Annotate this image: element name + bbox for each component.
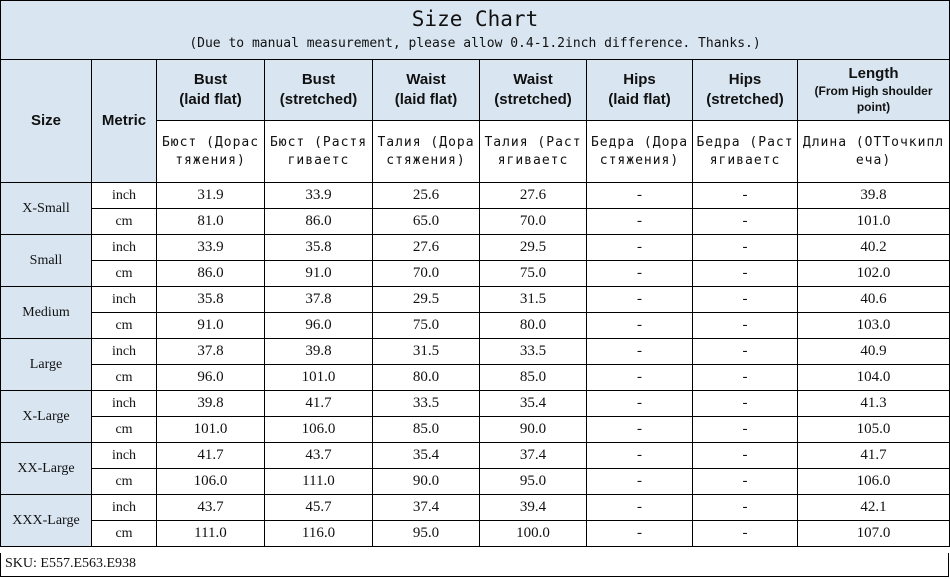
- measurement-cell: 37.8: [265, 287, 373, 313]
- header-bust-stretched: Bust (stretched): [265, 60, 373, 121]
- measurement-cell: 106.0: [798, 469, 950, 495]
- metric-unit: inch: [92, 183, 157, 209]
- measurement-cell: 102.0: [798, 261, 950, 287]
- table-row: [1, 313, 950, 339]
- measurement-cell: 101.0: [798, 209, 950, 235]
- measurement-cell: 96.0: [157, 365, 265, 391]
- measurement-cell: 90.0: [373, 469, 480, 495]
- measurement-cell: 31.5: [480, 287, 587, 313]
- measurement-cell: 29.5: [373, 287, 480, 313]
- measurement-cell: 106.0: [265, 417, 373, 443]
- chart-subtitle: (Due to manual measurement, please allow 0.4-1.2inch difference. Thanks.): [189, 36, 761, 51]
- measurement-cell: -: [587, 183, 693, 209]
- header-size: Size: [1, 60, 92, 183]
- table-row: [1, 209, 950, 235]
- ru-hips-flat: Бедра (Дорастяжения): [587, 121, 693, 183]
- size-label: X-Large: [1, 391, 92, 443]
- table-row: [1, 261, 950, 287]
- measurement-cell: 27.6: [373, 235, 480, 261]
- measurement-cell: 40.9: [798, 339, 950, 365]
- measurement-cell: 41.3: [798, 391, 950, 417]
- header-hips-flat: Hips (laid flat): [587, 60, 693, 121]
- measurement-cell: 35.4: [480, 391, 587, 417]
- metric-unit: cm: [92, 365, 157, 391]
- measurement-cell: 33.5: [373, 391, 480, 417]
- measurement-cell: -: [587, 417, 693, 443]
- measurement-cell: 86.0: [157, 261, 265, 287]
- metric-unit: cm: [92, 417, 157, 443]
- measurement-cell: 85.0: [480, 365, 587, 391]
- measurement-cell: 65.0: [373, 209, 480, 235]
- measurement-cell: 45.7: [265, 495, 373, 521]
- chart-title: Size Chart: [411, 7, 539, 31]
- header-metric: Metric: [92, 60, 157, 183]
- measurement-cell: -: [587, 339, 693, 365]
- measurement-cell: 104.0: [798, 365, 950, 391]
- measurement-cell: -: [587, 521, 693, 547]
- measurement-cell: 91.0: [265, 261, 373, 287]
- metric-unit: inch: [92, 391, 157, 417]
- measurement-cell: -: [587, 261, 693, 287]
- ru-waist-stretched: Талия (Растягиваетс: [480, 121, 587, 183]
- size-label: XXX-Large: [1, 495, 92, 547]
- size-label: Large: [1, 339, 92, 391]
- metric-unit: cm: [92, 469, 157, 495]
- measurement-cell: -: [587, 391, 693, 417]
- measurement-cell: 37.4: [480, 443, 587, 469]
- measurement-cell: 37.8: [157, 339, 265, 365]
- measurement-cell: 101.0: [265, 365, 373, 391]
- ru-bust-flat: Бюст (Дорастяжения): [157, 121, 265, 183]
- measurement-cell: 35.8: [265, 235, 373, 261]
- size-label: X-Small: [1, 183, 92, 235]
- measurement-cell: -: [693, 261, 798, 287]
- table-row: [1, 469, 950, 495]
- measurement-cell: -: [693, 495, 798, 521]
- measurement-cell: -: [693, 391, 798, 417]
- table-row: [1, 521, 950, 547]
- measurement-cell: 80.0: [373, 365, 480, 391]
- measurement-cell: 101.0: [157, 417, 265, 443]
- measurement-cell: 33.5: [480, 339, 587, 365]
- measurement-cell: 95.0: [373, 521, 480, 547]
- measurement-cell: -: [693, 287, 798, 313]
- metric-unit: inch: [92, 287, 157, 313]
- measurement-cell: -: [693, 469, 798, 495]
- measurement-cell: -: [587, 365, 693, 391]
- table-row: [1, 339, 950, 365]
- measurement-cell: 41.7: [157, 443, 265, 469]
- metric-unit: cm: [92, 521, 157, 547]
- measurement-cell: 111.0: [157, 521, 265, 547]
- measurement-cell: 40.2: [798, 235, 950, 261]
- measurement-cell: -: [693, 183, 798, 209]
- measurement-cell: -: [587, 313, 693, 339]
- measurement-cell: 43.7: [265, 443, 373, 469]
- measurement-cell: -: [693, 443, 798, 469]
- header-waist-stretched: Waist (stretched): [480, 60, 587, 121]
- metric-unit: inch: [92, 495, 157, 521]
- ru-waist-flat: Талия (Дорастяжения): [373, 121, 480, 183]
- measurement-cell: 25.6: [373, 183, 480, 209]
- ru-bust-stretched: Бюст (Растягиваетс: [265, 121, 373, 183]
- measurement-cell: -: [587, 495, 693, 521]
- measurement-cell: 111.0: [265, 469, 373, 495]
- measurement-cell: 37.4: [373, 495, 480, 521]
- metric-unit: cm: [92, 313, 157, 339]
- table-row: [1, 365, 950, 391]
- measurement-cell: 39.8: [157, 391, 265, 417]
- metric-unit: inch: [92, 235, 157, 261]
- measurement-cell: 91.0: [157, 313, 265, 339]
- measurement-cell: 100.0: [480, 521, 587, 547]
- measurement-cell: -: [587, 235, 693, 261]
- table-row: [1, 235, 950, 261]
- metric-unit: cm: [92, 261, 157, 287]
- size-label: XX-Large: [1, 443, 92, 495]
- measurement-cell: -: [693, 365, 798, 391]
- measurement-cell: 27.6: [480, 183, 587, 209]
- sku-footer: SKU: E557.E563.E938: [0, 553, 949, 577]
- ru-length: Длина (ОТТочкиплеча): [798, 121, 950, 183]
- measurement-cell: -: [587, 287, 693, 313]
- header-waist-flat: Waist (laid flat): [373, 60, 480, 121]
- header-length: Length (From High shoulder point): [798, 60, 950, 121]
- measurement-cell: -: [587, 469, 693, 495]
- measurement-cell: 85.0: [373, 417, 480, 443]
- metric-unit: inch: [92, 443, 157, 469]
- ru-hips-stretched: Бедра (Растягиваетс: [693, 121, 798, 183]
- measurement-cell: 75.0: [373, 313, 480, 339]
- measurement-cell: -: [693, 417, 798, 443]
- measurement-cell: 31.5: [373, 339, 480, 365]
- table-row: [1, 391, 950, 417]
- table-row: [1, 287, 950, 313]
- measurement-cell: 96.0: [265, 313, 373, 339]
- measurement-cell: -: [693, 235, 798, 261]
- measurement-cell: 42.1: [798, 495, 950, 521]
- measurement-cell: 86.0: [265, 209, 373, 235]
- measurement-cell: 81.0: [157, 209, 265, 235]
- measurement-cell: 39.8: [265, 339, 373, 365]
- measurement-cell: 29.5: [480, 235, 587, 261]
- size-label: Medium: [1, 287, 92, 339]
- measurement-cell: -: [693, 209, 798, 235]
- table-row: [1, 443, 950, 469]
- measurement-cell: -: [693, 313, 798, 339]
- measurement-cell: 39.4: [480, 495, 587, 521]
- header-bust-flat: Bust (laid flat): [157, 60, 265, 121]
- measurement-cell: -: [587, 209, 693, 235]
- measurement-cell: 43.7: [157, 495, 265, 521]
- measurement-cell: 70.0: [480, 209, 587, 235]
- measurement-cell: 107.0: [798, 521, 950, 547]
- measurement-cell: 75.0: [480, 261, 587, 287]
- table-row: [1, 495, 950, 521]
- table-row: [1, 183, 950, 209]
- measurement-cell: 116.0: [265, 521, 373, 547]
- measurement-cell: 106.0: [157, 469, 265, 495]
- metric-unit: cm: [92, 209, 157, 235]
- table-row: [1, 417, 950, 443]
- measurement-cell: 70.0: [373, 261, 480, 287]
- metric-unit: inch: [92, 339, 157, 365]
- title-cell: [1, 1, 950, 60]
- measurement-cell: 35.8: [157, 287, 265, 313]
- measurement-cell: 103.0: [798, 313, 950, 339]
- measurement-cell: 39.8: [798, 183, 950, 209]
- size-label: Small: [1, 235, 92, 287]
- measurement-cell: 41.7: [798, 443, 950, 469]
- measurement-cell: 95.0: [480, 469, 587, 495]
- header-hips-stretched: Hips (stretched): [693, 60, 798, 121]
- measurement-cell: 33.9: [157, 235, 265, 261]
- measurement-cell: 40.6: [798, 287, 950, 313]
- measurement-cell: -: [693, 521, 798, 547]
- measurement-cell: 80.0: [480, 313, 587, 339]
- measurement-cell: -: [693, 339, 798, 365]
- measurement-cell: 33.9: [265, 183, 373, 209]
- measurement-cell: 31.9: [157, 183, 265, 209]
- measurement-cell: 90.0: [480, 417, 587, 443]
- measurement-cell: -: [587, 443, 693, 469]
- measurement-cell: 41.7: [265, 391, 373, 417]
- measurement-cell: 105.0: [798, 417, 950, 443]
- header-row: [1, 60, 950, 121]
- measurement-cell: 35.4: [373, 443, 480, 469]
